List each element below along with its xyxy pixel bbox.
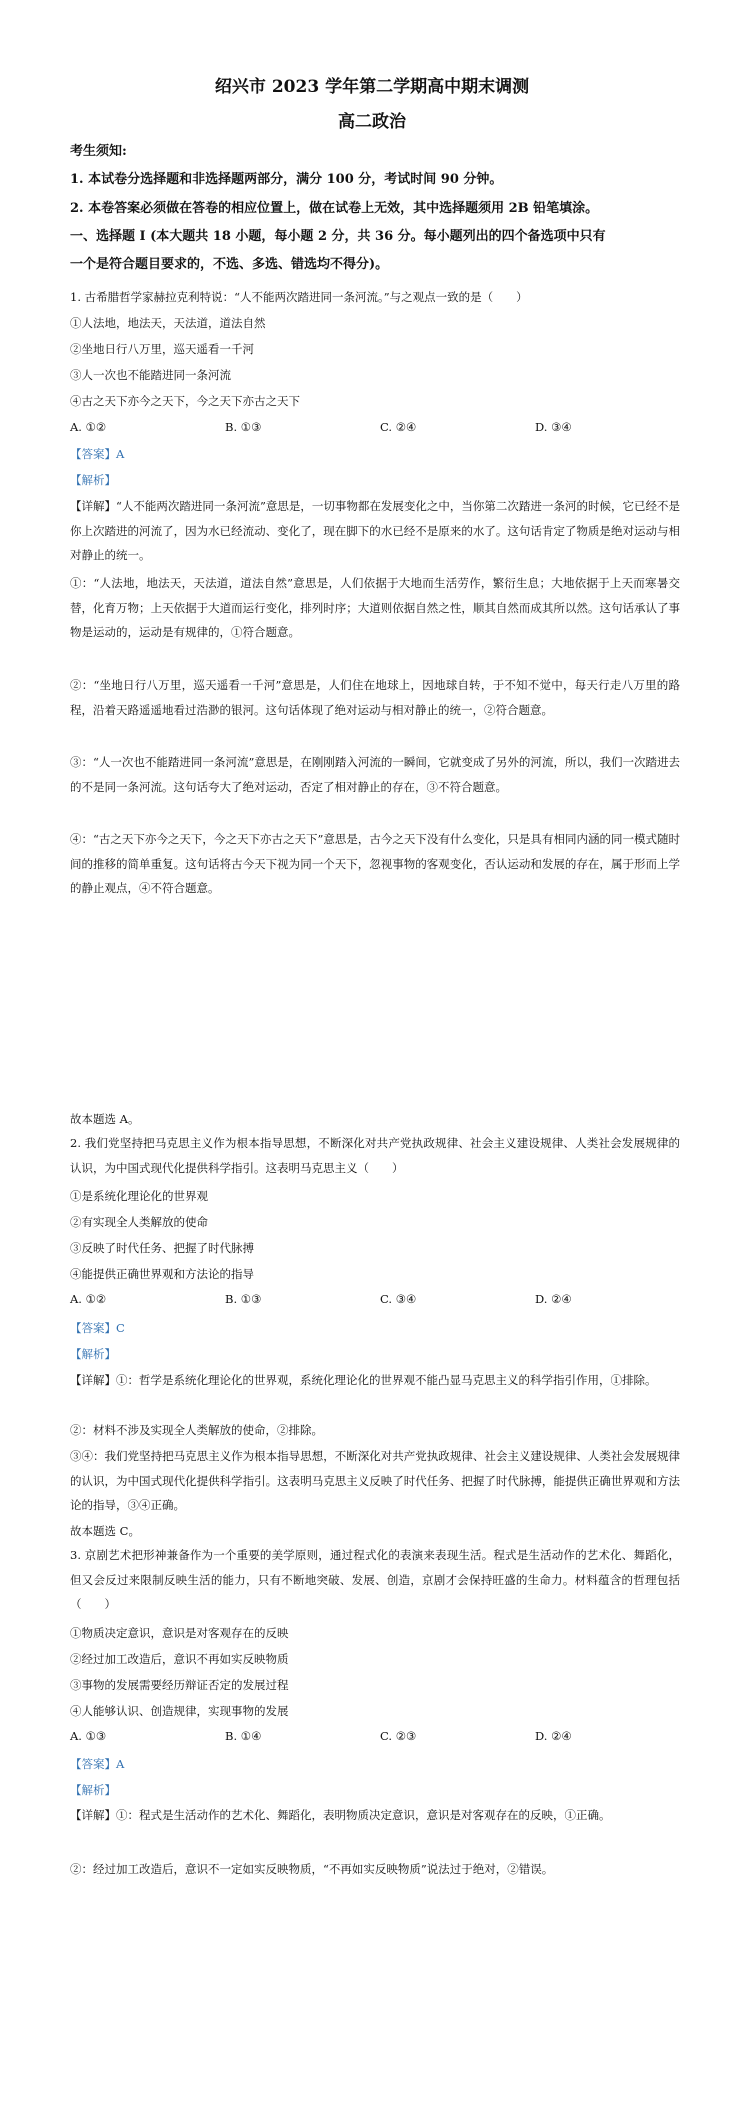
q3-option-b: B. ①④ — [225, 1729, 262, 1743]
exam-subject: 高二政治 — [338, 112, 406, 132]
q2-statement-3: ③反映了时代任务、把握了时代脉搏 — [70, 1241, 254, 1255]
q2-statement-2: ②有实现全人类解放的使命 — [70, 1215, 208, 1229]
q2-option-d: D. ②④ — [535, 1292, 572, 1306]
q3-statement-2: ②经过加工改造后，意识不再如实反映物质 — [70, 1652, 289, 1666]
q3-stem: 3. 京剧艺术把形神兼备作为一个重要的美学原则，通过程式化的表演来表现生活。程式是生活动作的艺术化、舞蹈化，但又会反过来限制反映生活的能力，只有不断地突破、发展、创造，京剧才会保持旺盛的生命力。材料蕴含的哲理包括（ ） — [70, 1548, 680, 1611]
q3-option-d: D. ②④ — [535, 1729, 572, 1743]
q1-option-d: D. ③④ — [535, 420, 572, 434]
q2-analysis-2: ③④：我们党坚持把马克思主义作为根本指导思想，不断深化对共产党执政规律、社会主义建设规律、人类社会发展规律的认识，为中国式现代化提供科学指引。这表明马克思主义反映了时代任务、把握了时代脉搏，能提供正确世界观和方法论的指导，③④正确。 — [70, 1449, 680, 1512]
exam-title: 绍兴市 2023 学年第二学期高中期末调测 — [214, 77, 530, 97]
q1-answer: 【答案】A — [70, 447, 125, 461]
q2-detail: 【详解】①：哲学是系统化理论化的世界观，系统化理论化的世界观不能凸显马克思主义的科学指引作用，①排除。 — [70, 1373, 657, 1387]
q3-analysis-label: 【解析】 — [70, 1783, 116, 1797]
section-heading-line-1: 一、选择题 Ⅰ (本大题共 18 小题，每小题 2 分，共 36 分。每小题列出的四个备选项中只有 — [70, 229, 606, 244]
q1-statement-4: ④古之天下亦今之天下，今之天下亦古之天下 — [70, 394, 300, 408]
q2-option-a: A. ①② — [70, 1292, 107, 1306]
q1-option-c: C. ②④ — [380, 420, 417, 434]
q2-answer: 【答案】C — [70, 1321, 125, 1335]
q2-stem: 2. 我们党坚持把马克思主义作为根本指导思想，不断深化对共产党执政规律、社会主义建设规律、人类社会发展规律的认识，为中国式现代化提供科学指引。这表明马克思主义（ ） — [70, 1136, 680, 1175]
q2-analysis-1: ②：材料不涉及实现全人类解放的使命，②排除。 — [70, 1423, 323, 1437]
q1-analysis-1: ①：“人法地，地法天，天法道，道法自然”意思是，人们依据于大地而生活劳作，繁衍生息；大地依据于上天而寒暑交替，化育万物；上天依据于大道而运行变化，排列时序；大道则依据自然之性，顺其自然而成其所以然。这句话承认了事物是运动的，运动是有规律的，①符合题意。 — [70, 576, 680, 639]
notice-item-2: 2. 本卷答案必须做在答卷的相应位置上，做在试卷上无效，其中选择题须用 2B 铅笔填涂。 — [70, 201, 599, 216]
q1-statement-2: ②坐地日行八万里，巡天遥看一千河 — [70, 342, 254, 356]
q3-option-a: A. ①③ — [70, 1729, 107, 1743]
q1-statement-3: ③人一次也不能踏进同一条河流 — [70, 368, 231, 382]
q1-statement-1: ①人法地，地法天，天法道，道法自然 — [70, 316, 266, 330]
notice-heading: 考生须知: — [70, 144, 127, 159]
q2-option-c: C. ③④ — [380, 1292, 417, 1306]
q3-answer: 【答案】A — [70, 1757, 125, 1771]
q1-stem: 1. 古希腊哲学家赫拉克利特说：“人不能两次踏进同一条河流。”与之观点一致的是（ ） — [70, 290, 528, 304]
q2-option-b: B. ①③ — [225, 1292, 262, 1306]
q1-analysis-2: ②：“坐地日行八万里，巡天遥看一千河”意思是，人们住在地球上，因地球自转，于不知不觉中，每天行走八万里的路程，沿着天路遥遥地看过浩渺的银河。这句话体现了绝对运动与相对静止的统一，②符合题意。 — [70, 678, 680, 717]
q3-statement-3: ③事物的发展需要经历辩证否定的发展过程 — [70, 1678, 289, 1692]
q2-analysis-label: 【解析】 — [70, 1347, 116, 1361]
q2-statement-1: ①是系统化理论化的世界观 — [70, 1189, 208, 1203]
q3-analysis-1: ②：经过加工改造后，意识不一定如实反映物质，“不再如实反映物质”说法过于绝对，②错误。 — [70, 1862, 554, 1876]
q1-analysis-label: 【解析】 — [70, 473, 116, 487]
q1-option-a: A. ①② — [70, 420, 107, 434]
q2-statement-4: ④能提供正确世界观和方法论的指导 — [70, 1267, 254, 1281]
q3-option-c: C. ②③ — [380, 1729, 417, 1743]
q1-analysis-4: ④：“古之天下亦今之天下，今之天下亦古之天下”意思是，古今之天下没有什么变化，只是具有相同内涵的同一模式随时间的推移的简单重复。这句话将古今天下视为同一个天下，忽视事物的客观变化，否认运动和发展的存在，属于形而上学的静止观点，④不符合题意。 — [70, 832, 680, 895]
notice-item-1: 1. 本试卷分选择题和非选择题两部分，满分 100 分，考试时间 90 分钟。 — [70, 172, 503, 187]
q1-conclusion: 故本题选 A。 — [70, 1112, 140, 1126]
section-heading-line-2: 一个是符合题目要求的，不选、多选、错选均不得分)。 — [70, 257, 389, 272]
q3-statement-4: ④人能够认识、创造规律，实现事物的发展 — [70, 1704, 289, 1718]
q1-detail: 【详解】“人不能两次踏进同一条河流”意思是，一切事物都在发展变化之中，当你第二次踏进一条河的时候，它已经不是你上次踏进的河流了，因为水已经流动、变化了，现在脚下的水已经不是原来的水了。这句话肯定了物质是绝对运动与相对静止的统一。 — [70, 499, 680, 562]
q3-detail: 【详解】①：程式是生活动作的艺术化、舞蹈化，表明物质决定意识，意识是对客观存在的反映，①正确。 — [70, 1808, 611, 1822]
q2-conclusion: 故本题选 C。 — [70, 1524, 140, 1538]
q1-option-b: B. ①③ — [225, 420, 262, 434]
q3-statement-1: ①物质决定意识，意识是对客观存在的反映 — [70, 1626, 289, 1640]
q1-analysis-3: ③：“人一次也不能踏进同一条河流”意思是，在刚刚踏入河流的一瞬间，它就变成了另外的河流，所以，我们一次踏进去的不是同一条河流。这句话夸大了绝对运动，否定了相对静止的存在，③不符合题意。 — [70, 755, 680, 794]
